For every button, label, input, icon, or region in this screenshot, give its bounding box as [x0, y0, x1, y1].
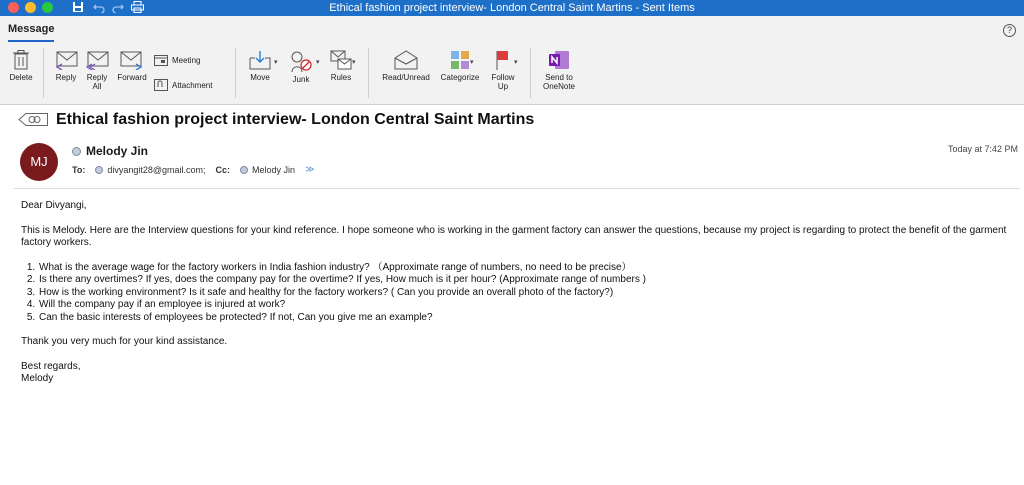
ribbon-separator — [368, 48, 369, 98]
ribbon-toolbar — [0, 42, 1024, 105]
follow-up-chevron-icon[interactable]: ▾ — [514, 59, 518, 66]
presence-icon — [95, 166, 103, 174]
follow-up-button[interactable] — [486, 50, 520, 91]
trash-icon — [13, 50, 29, 70]
categorize-label: Categorize — [440, 73, 480, 82]
ribbon-tab-bar — [0, 16, 1024, 42]
reply-all-label-2: All — [92, 82, 102, 91]
list-item: 1. What is the average wage for the factory workers in India fashion industry? （Approximate range of numbers, no need to be precise） — [38, 262, 1011, 275]
send-to-onenote-button[interactable] — [536, 50, 582, 91]
closing-line: Best regards, — [21, 360, 81, 372]
cc-label: Cc: — [215, 164, 231, 175]
intro-paragraph: This is Melody. Here are the Interview questions for your kind reference. I hope someone who is working in the garment factory can answer the questions, because my project is regarding to protect the benefit of the garment factory workers. — [21, 224, 1007, 248]
move-chevron-icon[interactable]: ▾ — [274, 59, 278, 66]
presence-icon — [72, 147, 81, 156]
junk-icon — [289, 50, 313, 72]
junk-label: Junk — [292, 75, 310, 84]
sender-name: Melody Jin — [86, 144, 149, 158]
move-button[interactable] — [244, 50, 276, 82]
attachment-label: Attachment — [172, 80, 213, 90]
rules-button[interactable] — [326, 50, 356, 82]
header-divider — [14, 188, 1020, 189]
junk-chevron-icon[interactable]: ▾ — [316, 59, 320, 66]
read-unread-button[interactable] — [376, 50, 436, 82]
reply-button[interactable] — [52, 50, 80, 82]
question-list — [21, 262, 1011, 325]
sender[interactable] — [72, 144, 148, 158]
reply-all-icon — [85, 50, 109, 70]
attachment-button[interactable] — [154, 79, 212, 91]
forward-label: Forward — [117, 73, 147, 82]
onenote-icon — [548, 50, 570, 70]
avatar: MJ — [20, 143, 58, 181]
delete-label: Delete — [9, 73, 33, 82]
sent-time: Today at 7:42 PM — [947, 144, 1018, 154]
list-item: 3. How is the working environment? Is it safe and healthy for the factory workers? ( Can you provide an overall photo of the factory?) — [38, 287, 1011, 300]
send-onenote-label-2: OneNote — [542, 82, 576, 91]
forward-button[interactable] — [114, 50, 150, 82]
to-recipient[interactable]: divyangit28@gmail.com; — [107, 164, 206, 175]
reply-label: Reply — [55, 73, 77, 82]
expand-recipients-icon[interactable]: ≫ — [305, 164, 315, 174]
rules-label: Rules — [330, 73, 352, 82]
open-envelope-icon — [394, 50, 418, 70]
signature: Melody — [21, 373, 54, 384]
list-item: 5. Can the basic interests of employees be protected? If not, Can you give me an example? — [38, 312, 1011, 325]
ribbon-separator — [43, 48, 44, 98]
forward-icon — [120, 50, 144, 70]
collapse-header-icon[interactable] — [18, 113, 48, 131]
categorize-button[interactable] — [436, 50, 484, 82]
flag-icon — [494, 50, 512, 70]
reply-all-button[interactable] — [83, 50, 111, 91]
thanks-line: Thank you very much for your kind assistance. — [21, 336, 228, 347]
message-subject-row — [0, 105, 1024, 133]
move-label: Move — [250, 73, 270, 82]
reply-icon — [54, 50, 78, 70]
message-subject: Ethical fashion project interview- London Central Saint Martins — [56, 111, 535, 128]
title-bar — [0, 0, 1024, 16]
message-body — [21, 200, 1011, 386]
read-unread-label: Read/Unread — [382, 73, 430, 82]
to-label: To: — [72, 164, 86, 175]
meeting-label: Meeting — [172, 55, 201, 65]
ribbon-separator — [530, 48, 531, 98]
follow-up-label-1: Follow — [491, 73, 515, 82]
recipients-line — [72, 164, 314, 175]
meeting-button[interactable] — [154, 54, 200, 66]
reply-all-label-1: Reply — [86, 73, 108, 82]
list-item: 4. Will the company pay if an employee is injured at work? — [38, 299, 1011, 312]
presence-icon — [240, 166, 248, 174]
list-item: 2. Is there any overtimes? If yes, does the company pay for the overtime? If yes, How much is it per hour? (Approximate range of numbers ) — [38, 274, 1011, 287]
calendar-icon — [154, 54, 168, 66]
move-icon — [249, 50, 271, 70]
follow-up-label-2: Up — [497, 82, 509, 91]
categorize-icon — [450, 50, 470, 70]
attachment-icon — [154, 79, 168, 91]
ribbon-separator — [235, 48, 236, 98]
categorize-chevron-icon[interactable]: ▾ — [470, 59, 474, 66]
window-title: Ethical fashion project interview- London Central Saint Martins - Sent Items — [329, 2, 695, 14]
tab-message[interactable]: Message — [8, 23, 55, 35]
junk-button[interactable] — [284, 50, 318, 84]
greeting: Dear Divyangi, — [21, 200, 87, 211]
cc-recipient[interactable]: Melody Jin — [252, 164, 296, 175]
rules-icon — [330, 50, 352, 70]
rules-chevron-icon[interactable]: ▾ — [352, 59, 356, 66]
help-icon[interactable]: ? — [1003, 24, 1016, 37]
send-onenote-label-1: Send to — [545, 73, 573, 82]
delete-button[interactable] — [6, 50, 36, 82]
